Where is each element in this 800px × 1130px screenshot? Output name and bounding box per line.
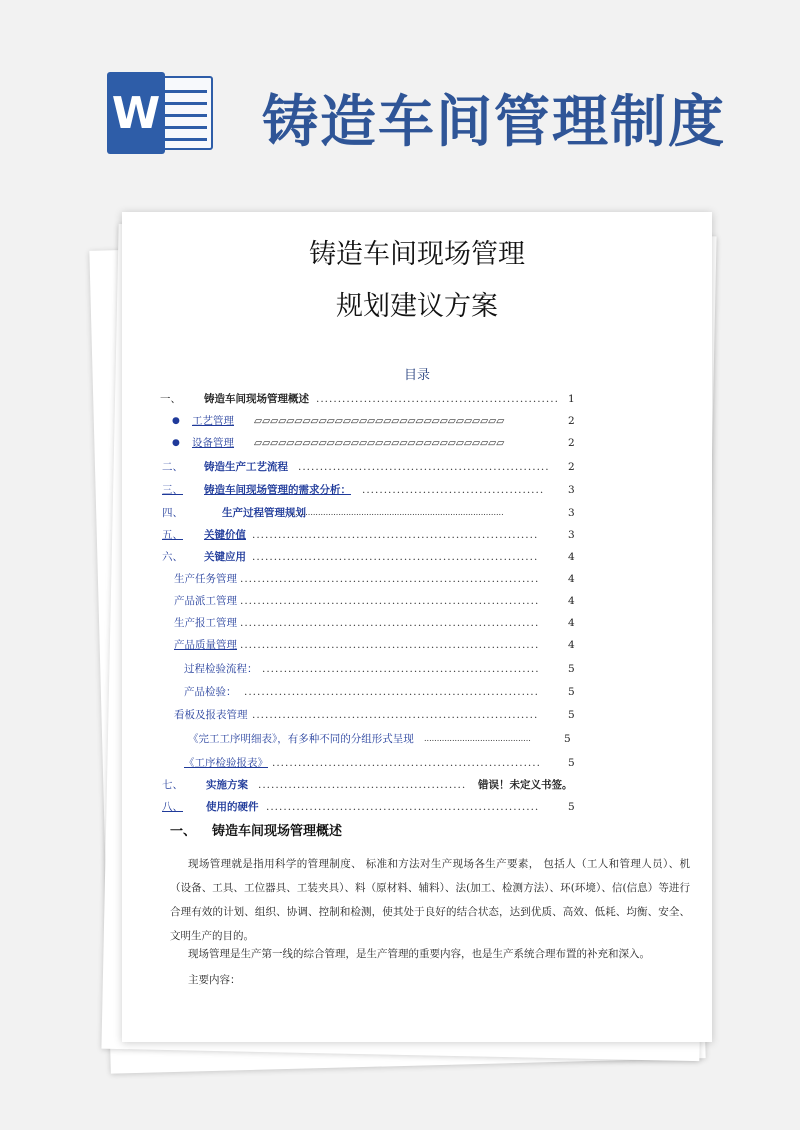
toc-row[interactable]: 产品派工管理 ..................................................................... 4 [174,595,575,607]
toc-row[interactable]: 八、 使用的硬件 ............................................................... 5 [162,801,575,813]
toc-row[interactable]: 过程检验流程： ................................................................ 5 [184,663,575,675]
toc-heading: 目录 [403,368,430,383]
paragraph: 主要内容： [188,974,241,986]
toc-row[interactable]: 五、 关键价值 .................................................................. 3 [162,529,575,541]
toc-row[interactable]: 生产报工管理 ..................................................................... 4 [174,617,575,629]
toc-row[interactable]: 看板及报表管理 .................................................................. 5 [174,709,575,721]
toc-row[interactable]: 一、 铸造车间现场管理概述 ........................................................ 1 [160,393,575,405]
bullet-icon: ● [172,416,180,426]
word-letter: W [107,72,165,154]
toc-row[interactable]: ● 工艺管理 ▱▱▱▱▱▱▱▱▱▱▱▱▱▱▱▱▱▱▱▱▱▱▱▱▱▱▱▱▱▱▱ 2 [122,412,712,430]
toc-row[interactable]: 七、 实施方案 ................................................ 错误！未定义书签。 [122,776,712,794]
toc-row[interactable]: 《工序检验报表》 .............................................................. 5 [184,757,575,769]
toc-error-text: 错误！未定义书签。 [478,779,573,791]
toc-row[interactable]: 六、 关键应用 .................................................................. 4 [162,551,575,563]
document-title-line-1: 铸造车间现场管理 [309,239,525,270]
document-title-line-2: 规划建议方案 [336,291,498,322]
toc-row[interactable]: 《完工工序明细表》，有多种不同的分组形式呈现 .......................................... 5 [188,733,571,745]
paragraph: 现场管理是生产第一线的综合管理，是生产管理的重要内容，也是生产系统合理布置的补充和深入。 [188,948,650,960]
banner-title: 铸造车间管理制度 [262,90,726,155]
toc-row[interactable]: 产品检验： .................................................................... 5 [184,686,575,698]
toc-row[interactable]: 产品质量管理 ..................................................................... 4 [174,639,575,651]
toc-row[interactable]: 四、 生产过程管理规划 .................................................................................... 3 [162,507,575,519]
banner [0,0,800,200]
toc-row[interactable]: 二、 铸造生产工艺流程 .......................................................... 2 [162,461,575,473]
toc-row[interactable]: 三、 铸造车间现场管理的需求分析： .......................................... 3 [162,484,575,496]
document-page: 铸造车间现场管理 规划建议方案 目录 一、 铸造车间现场管理概述 ........................................................ 1 ● 工艺管理 ▱▱▱▱▱▱▱▱▱▱▱▱▱▱▱▱▱▱▱▱▱▱▱▱▱▱▱▱▱▱▱ 2 ● 设备管理 ▱▱▱▱▱▱▱▱▱▱▱▱▱▱▱▱▱▱▱▱▱▱▱▱▱▱▱▱▱▱▱ 2 二、 铸造生产工艺流程 .......................................................... 2 三、 铸造车间现场管理的需求分析： .......................................... 3 四、 生产过程管理规划 .................................................................................... 3 五、 关键价值 .................................................................. 3 六、 关键应用 .................................................................. 4 生产任务管理 ..................................................................... 4 产品派工管理 ..................................................................... 4 生产报工管理 ..................................................................... 4 产品质量管理 ..................................................................... 4 过程检验流程： ................................................................ 5 产品检验： .................................................................... 5 看板及报表管理 .................................................................. 5 《完工工序明细表》，有多种不同的分组形式呈现 .......................................... 5 《工序检验报表》 .............................................................. 5 七、 实施方案 ................................................ 错误！未定义书签。 八、 使用的硬件 ............................................................... 5 一、 铸造车间现场管理概述 现场管理就是指用科学的管理制度、 标准和方法对生产现场各生产要素， 包括人（工人和管理人员）、机（设备、工具、工位器具、工装夹具）、料（原材料、辅料）、法(加工、检测方法）、环(环境）、信(信息）等进行合理有效的计划、组织、协调、控制和检测，使其处于良好的结合状态，达到优质、高效、低耗、均衡、安全、文明生产的目的。 现场管理是生产第一线的综合管理，是生产管理的重要内容，也是生产系统合理布置的补充和深入。 主要内容： [122,212,712,1042]
toc-row[interactable]: 生产任务管理 ..................................................................... 4 [174,573,575,585]
word-document-icon [107,72,215,154]
bullet-icon: ● [172,438,180,448]
paragraph: 现场管理就是指用科学的管理制度、 标准和方法对生产现场各生产要素， 包括人（工人和管理人员）、机（设备、工具、工位器具、工装夹具）、料（原材料、辅料）、法(加工、检测方法）、环(环境）、信(信息）等进行合理有效的计划、组织、协调、控制和检测，使其处于良好的结合状态，达到优质、高效、低耗、均衡、安全、文明生产的目的。 [170,858,690,942]
toc-row[interactable]: ● 设备管理 ▱▱▱▱▱▱▱▱▱▱▱▱▱▱▱▱▱▱▱▱▱▱▱▱▱▱▱▱▱▱▱ 2 [122,434,712,452]
